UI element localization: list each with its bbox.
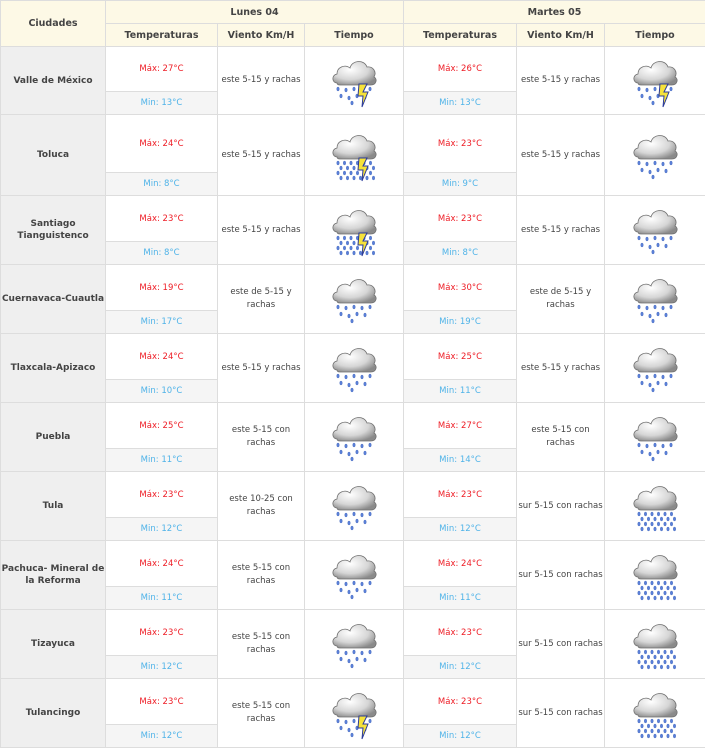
- weather-cell-day-2: [605, 265, 705, 334]
- max-temp-day-1: Máx: 23°C: [106, 196, 218, 242]
- min-temp-day-2: Min: 12°C: [404, 656, 517, 679]
- rain-icon: [630, 409, 680, 465]
- rain-icon: [329, 478, 379, 534]
- header-temperature-day-2: Temperaturas: [404, 24, 517, 47]
- min-temp-day-1: Min: 17°C: [106, 311, 218, 334]
- wind-day-1: este 5-15 y rachas: [218, 47, 305, 115]
- wind-day-1: este 5-15 y rachas: [218, 196, 305, 265]
- min-temp-day-2: Min: 14°C: [404, 449, 517, 472]
- city-name: Tula: [1, 472, 106, 541]
- table-row-5: [1, 334, 705, 380]
- wind-day-1: este 5-15 con rachas: [218, 610, 305, 679]
- wind-day-2: este 5-15 y rachas: [517, 334, 605, 403]
- wind-day-2: este 5-15 con rachas: [517, 403, 605, 472]
- max-temp-day-1: Máx: 23°C: [106, 472, 218, 518]
- table-row-6: [1, 403, 705, 449]
- heavy-rain-icon: [630, 616, 680, 672]
- min-temp-day-2: Min: 19°C: [404, 311, 517, 334]
- weather-cell-day-2: [605, 403, 705, 472]
- weather-cell-day-2: [605, 47, 705, 115]
- min-temp-day-1: Min: 8°C: [106, 242, 218, 265]
- weather-cell-day-1: [305, 196, 404, 265]
- weather-cell-day-2: [605, 334, 705, 403]
- wind-day-2: sur 5-15 con rachas: [517, 541, 605, 610]
- table-row-9: [1, 610, 705, 656]
- min-temp-day-1: Min: 11°C: [106, 587, 218, 610]
- weather-cell-day-2: [605, 472, 705, 541]
- max-temp-day-2: Máx: 23°C: [404, 115, 517, 173]
- weather-cell-day-1: [305, 115, 404, 196]
- rain-icon: [630, 271, 680, 327]
- city-name: Puebla: [1, 403, 106, 472]
- min-temp-day-2: Min: 8°C: [404, 242, 517, 265]
- max-temp-day-2: Máx: 30°C: [404, 265, 517, 311]
- max-temp-day-2: Máx: 23°C: [404, 196, 517, 242]
- min-temp-day-2: Min: 11°C: [404, 587, 517, 610]
- weather-cell-day-2: [605, 196, 705, 265]
- weather-cell-day-2: [605, 679, 705, 748]
- weather-cell-day-1: [305, 265, 404, 334]
- max-temp-day-1: Máx: 25°C: [106, 403, 218, 449]
- max-temp-day-2: Máx: 23°C: [404, 472, 517, 518]
- rain-icon: [329, 340, 379, 396]
- heavy-rain-icon: [630, 547, 680, 603]
- max-temp-day-1: Máx: 24°C: [106, 115, 218, 173]
- rain-icon: [630, 127, 680, 183]
- max-temp-day-1: Máx: 24°C: [106, 334, 218, 380]
- rain-icon: [329, 616, 379, 672]
- min-temp-day-2: Min: 11°C: [404, 380, 517, 403]
- forecast-body: [1, 47, 705, 748]
- wind-day-2: este de 5-15 y rachas: [517, 265, 605, 334]
- header-weather-day-1: Tiempo: [305, 24, 404, 47]
- table-row-1: [1, 47, 705, 92]
- min-temp-day-1: Min: 12°C: [106, 656, 218, 679]
- city-name: Cuernavaca-Cuautla: [1, 265, 106, 334]
- wind-day-2: este 5-15 y rachas: [517, 47, 605, 115]
- table-row-7: [1, 472, 705, 518]
- storm-light-rain-icon: [329, 685, 379, 741]
- min-temp-day-1: Min: 10°C: [106, 380, 218, 403]
- weather-cell-day-1: [305, 610, 404, 679]
- weather-cell-day-1: [305, 472, 404, 541]
- weather-cell-day-1: [305, 47, 404, 115]
- wind-day-2: este 5-15 y rachas: [517, 115, 605, 196]
- city-name: Valle de México: [1, 47, 106, 115]
- wind-day-2: sur 5-15 con rachas: [517, 610, 605, 679]
- rain-icon: [329, 271, 379, 327]
- min-temp-day-2: Min: 12°C: [404, 518, 517, 541]
- table-row-3: [1, 196, 705, 242]
- city-name: Pachuca- Mineral de la Reforma: [1, 541, 106, 610]
- wind-day-2: sur 5-15 con rachas: [517, 679, 605, 748]
- table-row-8: [1, 541, 705, 587]
- header-day-1: Lunes 04: [106, 1, 404, 24]
- min-temp-day-2: Min: 9°C: [404, 173, 517, 196]
- max-temp-day-1: Máx: 23°C: [106, 610, 218, 656]
- min-temp-day-1: Min: 8°C: [106, 173, 218, 196]
- header-day-2: Martes 05: [404, 1, 705, 24]
- wind-day-1: este 5-15 con rachas: [218, 541, 305, 610]
- storm-heavy-rain-icon: [329, 202, 379, 258]
- min-temp-day-2: Min: 12°C: [404, 725, 517, 748]
- rain-icon: [329, 547, 379, 603]
- wind-day-1: este 10-25 con rachas: [218, 472, 305, 541]
- max-temp-day-1: Máx: 24°C: [106, 541, 218, 587]
- header-row-subcolumns: [1, 24, 705, 47]
- wind-day-1: este 5-15 con rachas: [218, 679, 305, 748]
- weather-cell-day-1: [305, 403, 404, 472]
- wind-day-2: sur 5-15 con rachas: [517, 472, 605, 541]
- min-temp-day-1: Min: 12°C: [106, 518, 218, 541]
- header-wind-day-2: Viento Km/H: [517, 24, 605, 47]
- max-temp-day-2: Máx: 25°C: [404, 334, 517, 380]
- max-temp-day-1: Máx: 19°C: [106, 265, 218, 311]
- wind-day-1: este 5-15 y rachas: [218, 334, 305, 403]
- header-temperature-day-1: Temperaturas: [106, 24, 218, 47]
- max-temp-day-1: Máx: 23°C: [106, 679, 218, 725]
- table-row-10: [1, 679, 705, 725]
- city-name: Tulancingo: [1, 679, 106, 748]
- city-name: Toluca: [1, 115, 106, 196]
- weather-cell-day-2: [605, 541, 705, 610]
- city-name: Tizayuca: [1, 610, 106, 679]
- storm-heavy-rain-icon: [329, 127, 379, 183]
- weather-cell-day-2: [605, 115, 705, 196]
- header-wind-day-1: Viento Km/H: [218, 24, 305, 47]
- rain-icon: [329, 409, 379, 465]
- header-weather-day-2: Tiempo: [605, 24, 705, 47]
- min-temp-day-1: Min: 11°C: [106, 449, 218, 472]
- city-name: Tlaxcala-Apizaco: [1, 334, 106, 403]
- rain-icon: [630, 202, 680, 258]
- max-temp-day-2: Máx: 26°C: [404, 47, 517, 92]
- wind-day-2: este 5-15 y rachas: [517, 196, 605, 265]
- heavy-rain-icon: [630, 685, 680, 741]
- wind-day-1: este 5-15 y rachas: [218, 115, 305, 196]
- weather-cell-day-1: [305, 541, 404, 610]
- storm-light-rain-icon: [329, 53, 379, 109]
- weather-cell-day-1: [305, 334, 404, 403]
- rain-icon: [630, 340, 680, 396]
- weather-cell-day-2: [605, 610, 705, 679]
- max-temp-day-2: Máx: 23°C: [404, 610, 517, 656]
- wind-day-1: este de 5-15 y rachas: [218, 265, 305, 334]
- table-row-2: [1, 115, 705, 173]
- max-temp-day-2: Máx: 27°C: [404, 403, 517, 449]
- min-temp-day-1: Min: 12°C: [106, 725, 218, 748]
- max-temp-day-2: Máx: 23°C: [404, 679, 517, 725]
- storm-light-rain-icon: [630, 53, 680, 109]
- min-temp-day-2: Min: 13°C: [404, 92, 517, 115]
- header-row-days: [1, 1, 705, 24]
- max-temp-day-1: Máx: 27°C: [106, 47, 218, 92]
- header-cities: Ciudades: [1, 1, 106, 47]
- wind-day-1: este 5-15 con rachas: [218, 403, 305, 472]
- min-temp-day-1: Min: 13°C: [106, 92, 218, 115]
- max-temp-day-2: Máx: 24°C: [404, 541, 517, 587]
- heavy-rain-icon: [630, 478, 680, 534]
- table-row-4: [1, 265, 705, 311]
- weather-cell-day-1: [305, 679, 404, 748]
- city-name: Santiago Tianguistenco: [1, 196, 106, 265]
